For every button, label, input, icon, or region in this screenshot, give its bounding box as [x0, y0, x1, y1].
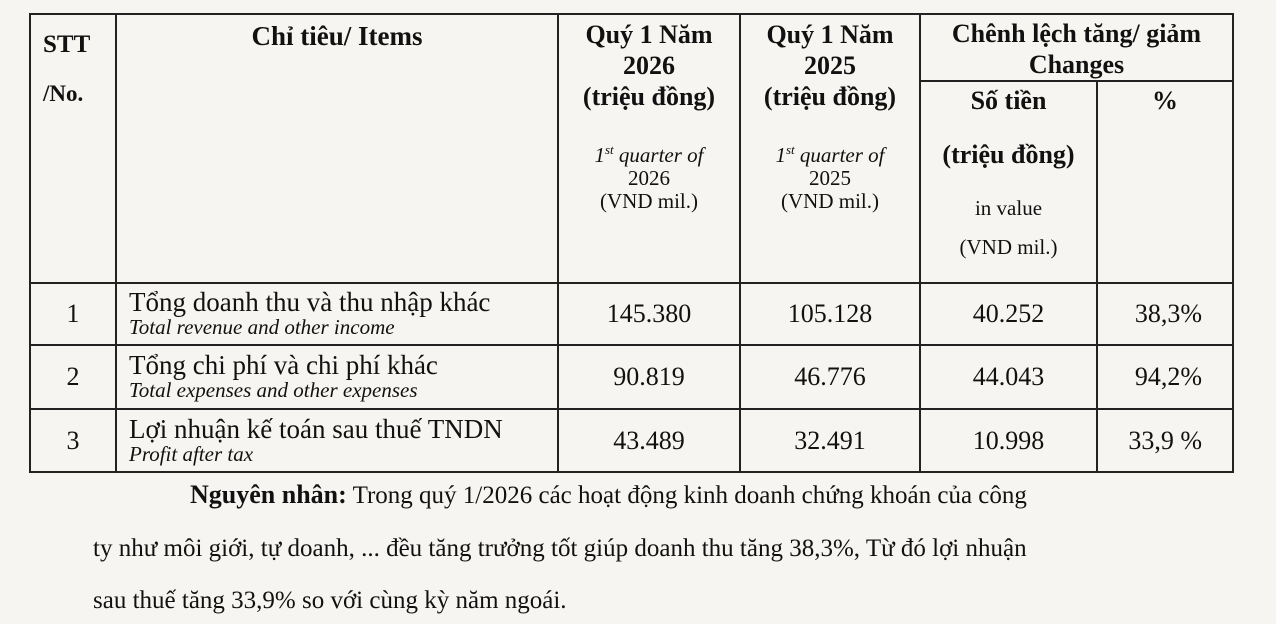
q2026-unit: (triệu đồng): [582, 82, 716, 111]
row-item: [116, 409, 558, 472]
row-stt: 2: [30, 345, 116, 409]
row-amount: 10.998: [920, 409, 1097, 472]
paragraph-line-1-text: Trong quý 1/2026 các hoạt động kinh doanh chứng khoán của công: [346, 482, 1027, 509]
row-item-en: Profit after tax: [129, 441, 254, 466]
q2025-ordinal: 1: [775, 143, 786, 167]
row-percent: 94,2%: [1097, 345, 1233, 409]
paragraph-label: Nguyên nhân:: [190, 480, 347, 509]
q2025-title-2: 2025: [804, 51, 856, 80]
amount-en-unit: (VND mil.): [959, 235, 1058, 259]
q2026-en-unit: (VND mil.): [600, 189, 698, 213]
header-amount: [920, 81, 1097, 283]
header-stt-label: STT: [43, 31, 91, 58]
q2026-en-2: 2026: [628, 166, 670, 190]
table-row: [30, 345, 1233, 409]
changes-label-2: Changes: [1028, 50, 1125, 79]
header-stt: [30, 14, 116, 283]
row-item-en: Total revenue and other income: [129, 315, 395, 339]
table-row: [30, 409, 1233, 472]
amount-label-1: Số tiền: [970, 86, 1047, 115]
paragraph-line-2: ty như môi giới, tự doanh, ... đều tăng trưởng tốt giúp doanh thu tăng 38,3%, Từ đó lợi nhuận: [93, 535, 1027, 562]
header-no-label: /No.: [43, 80, 84, 106]
q2025-title-1: Quý 1 Năm: [766, 20, 894, 49]
row-q2026: 43.489: [558, 409, 740, 472]
financial-table: [29, 13, 1234, 473]
header-q2026: [558, 14, 740, 283]
changes-label-1: Chênh lệch tăng/ giảm: [951, 19, 1202, 48]
row-stt: 1: [30, 283, 116, 345]
header-changes: [920, 14, 1233, 81]
row-item-en: Total expenses and other expenses: [129, 378, 418, 402]
row-item-vn: Tổng doanh thu và thu nhập khác: [129, 287, 491, 317]
paragraph-line-1: [190, 480, 1276, 510]
header-q2025: [740, 14, 920, 283]
row-item-vn: Tổng chi phí và chi phí khác: [129, 350, 438, 380]
q2025-en-2: 2025: [809, 166, 851, 190]
row-percent: 33,9 %: [1097, 409, 1233, 472]
q2026-title-1: Quý 1 Năm: [585, 20, 713, 49]
q2026-ordinal-sup: st: [604, 142, 614, 157]
paragraph-line-3: sau thuế tăng 33,9% so với cùng kỳ năm ngoái.: [93, 587, 567, 614]
row-q2025: 32.491: [740, 409, 920, 472]
q2026-en-1: quarter of: [618, 143, 704, 167]
q2026-ordinal: 1: [594, 143, 605, 167]
q2025-unit: (triệu đồng): [763, 82, 897, 111]
row-item: [116, 283, 558, 345]
table-row: [30, 283, 1233, 345]
row-item-vn: Lợi nhuận kế toán sau thuế TNDN: [129, 413, 503, 444]
row-q2026: 90.819: [558, 345, 740, 409]
q2026-title-2: 2026: [623, 51, 675, 80]
header-percent: %: [1097, 81, 1233, 283]
row-q2025: 105.128: [740, 283, 920, 345]
row-q2025: 46.776: [740, 345, 920, 409]
q2025-en-1: quarter of: [799, 143, 885, 167]
row-item: [116, 345, 558, 409]
q2025-ordinal-sup: st: [785, 142, 795, 157]
row-amount: 40.252: [920, 283, 1097, 345]
header-items: Chỉ tiêu/ Items: [116, 14, 558, 283]
amount-label-2: (triệu đồng): [942, 140, 1075, 169]
q2025-en-unit: (VND mil.): [781, 189, 879, 213]
row-stt: 3: [30, 409, 116, 472]
amount-en: in value: [974, 196, 1043, 220]
row-q2026: 145.380: [558, 283, 740, 345]
row-percent: 38,3%: [1097, 283, 1233, 345]
row-amount: 44.043: [920, 345, 1097, 409]
